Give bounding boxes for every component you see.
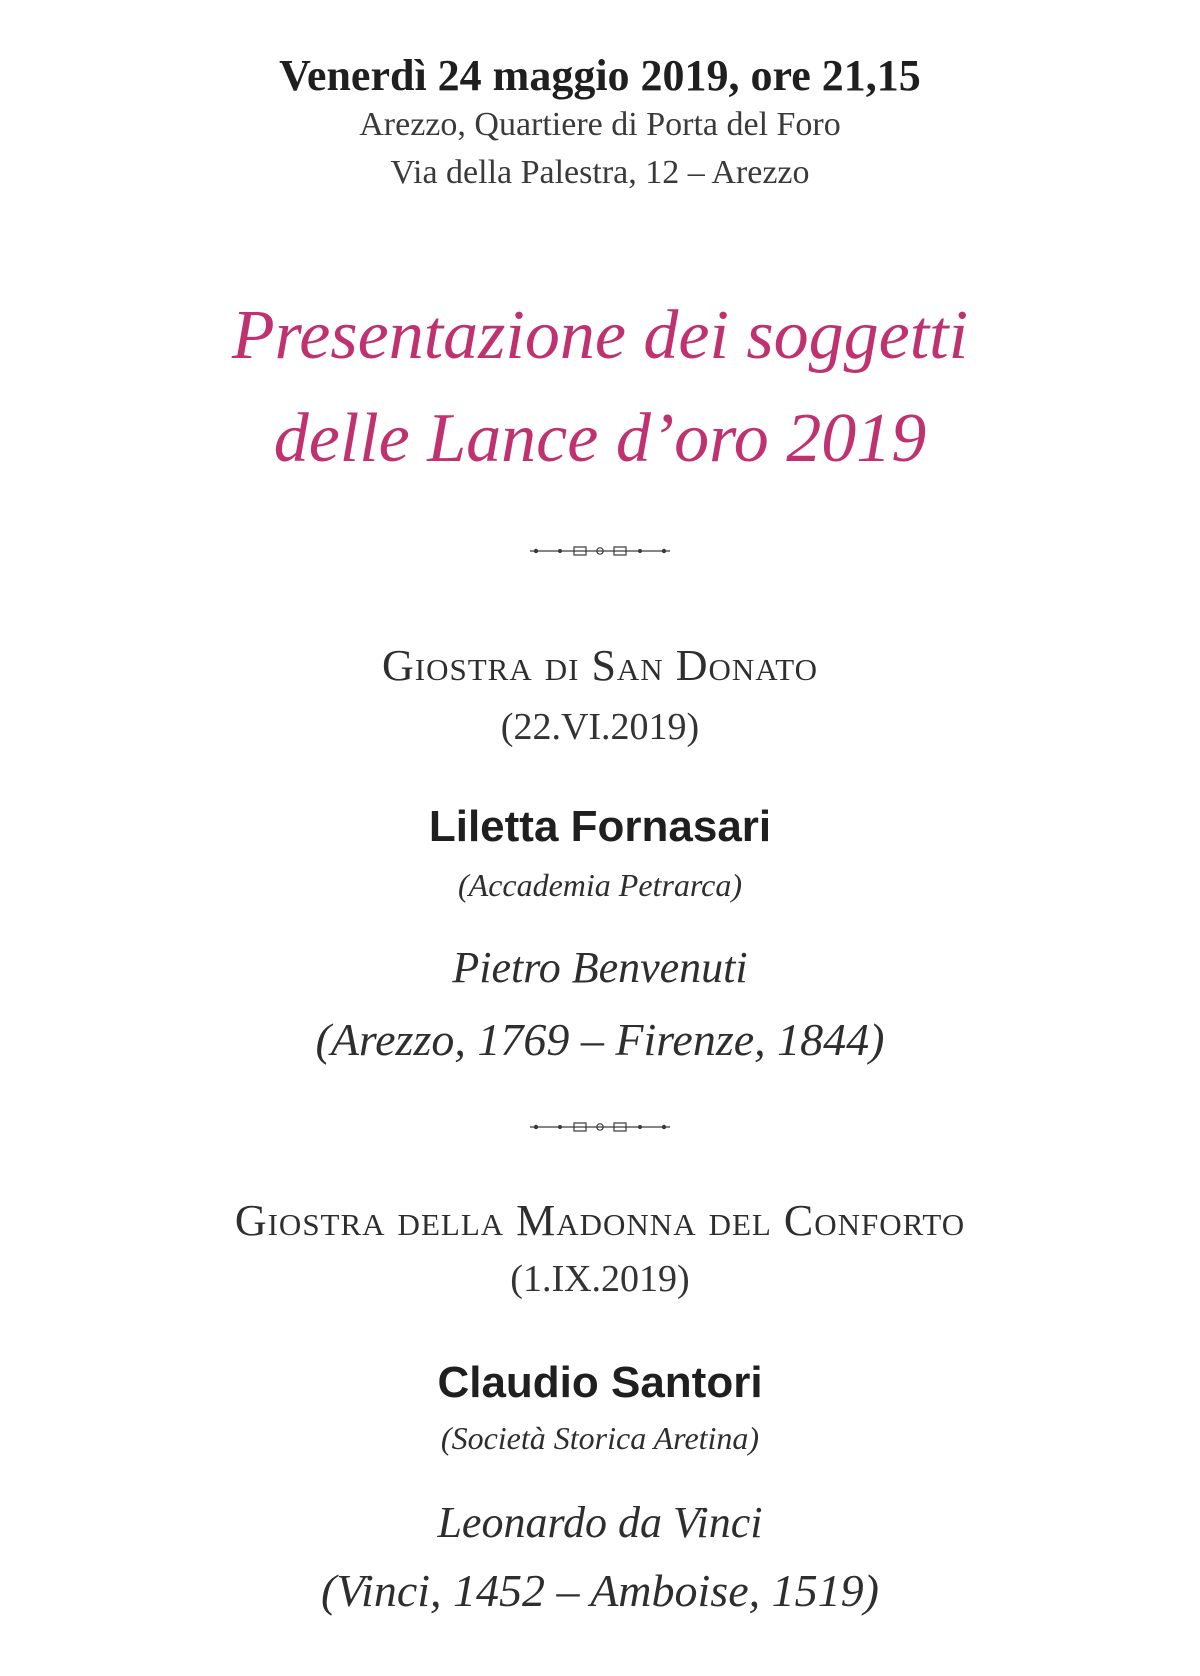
event-date-time: Venerdì 24 maggio 2019, ore 21,15 xyxy=(279,51,921,100)
speaker-affiliation-2: (Società Storica Aretina) xyxy=(440,1420,760,1456)
subject-life-2: (Vinci, 1452 – Amboise, 1519) xyxy=(321,1565,879,1616)
subject-name-2: Leonardo da Vinci xyxy=(437,1498,763,1547)
divider-ornament-icon xyxy=(530,1117,670,1137)
giostra-name-2: Giostra della Madonna del Conforto xyxy=(234,1196,966,1245)
speaker-affiliation-1: (Accademia Petrarca) xyxy=(457,867,743,903)
venue-address: Via della Palestra, 12 – Arezzo xyxy=(390,154,810,191)
venue-name: Arezzo, Quartiere di Porta del Foro xyxy=(359,106,841,143)
giostra-date-1: (22.VI.2019) xyxy=(500,706,700,748)
speaker-name-1: Liletta Fornasari xyxy=(428,802,772,851)
page-title-line-2: delle Lance d’oro 2019 xyxy=(273,400,927,477)
giostra-name-1: Giostra di San Donato xyxy=(382,641,818,690)
subject-name-1: Pietro Benvenuti xyxy=(452,943,748,992)
speaker-name-2: Claudio Santori xyxy=(437,1358,763,1407)
page-title-line-1: Presentazione dei soggetti xyxy=(231,297,969,374)
subject-life-1: (Arezzo, 1769 – Firenze, 1844) xyxy=(315,1014,885,1065)
divider-ornament-icon xyxy=(530,541,670,561)
giostra-date-2: (1.IX.2019) xyxy=(510,1258,690,1300)
